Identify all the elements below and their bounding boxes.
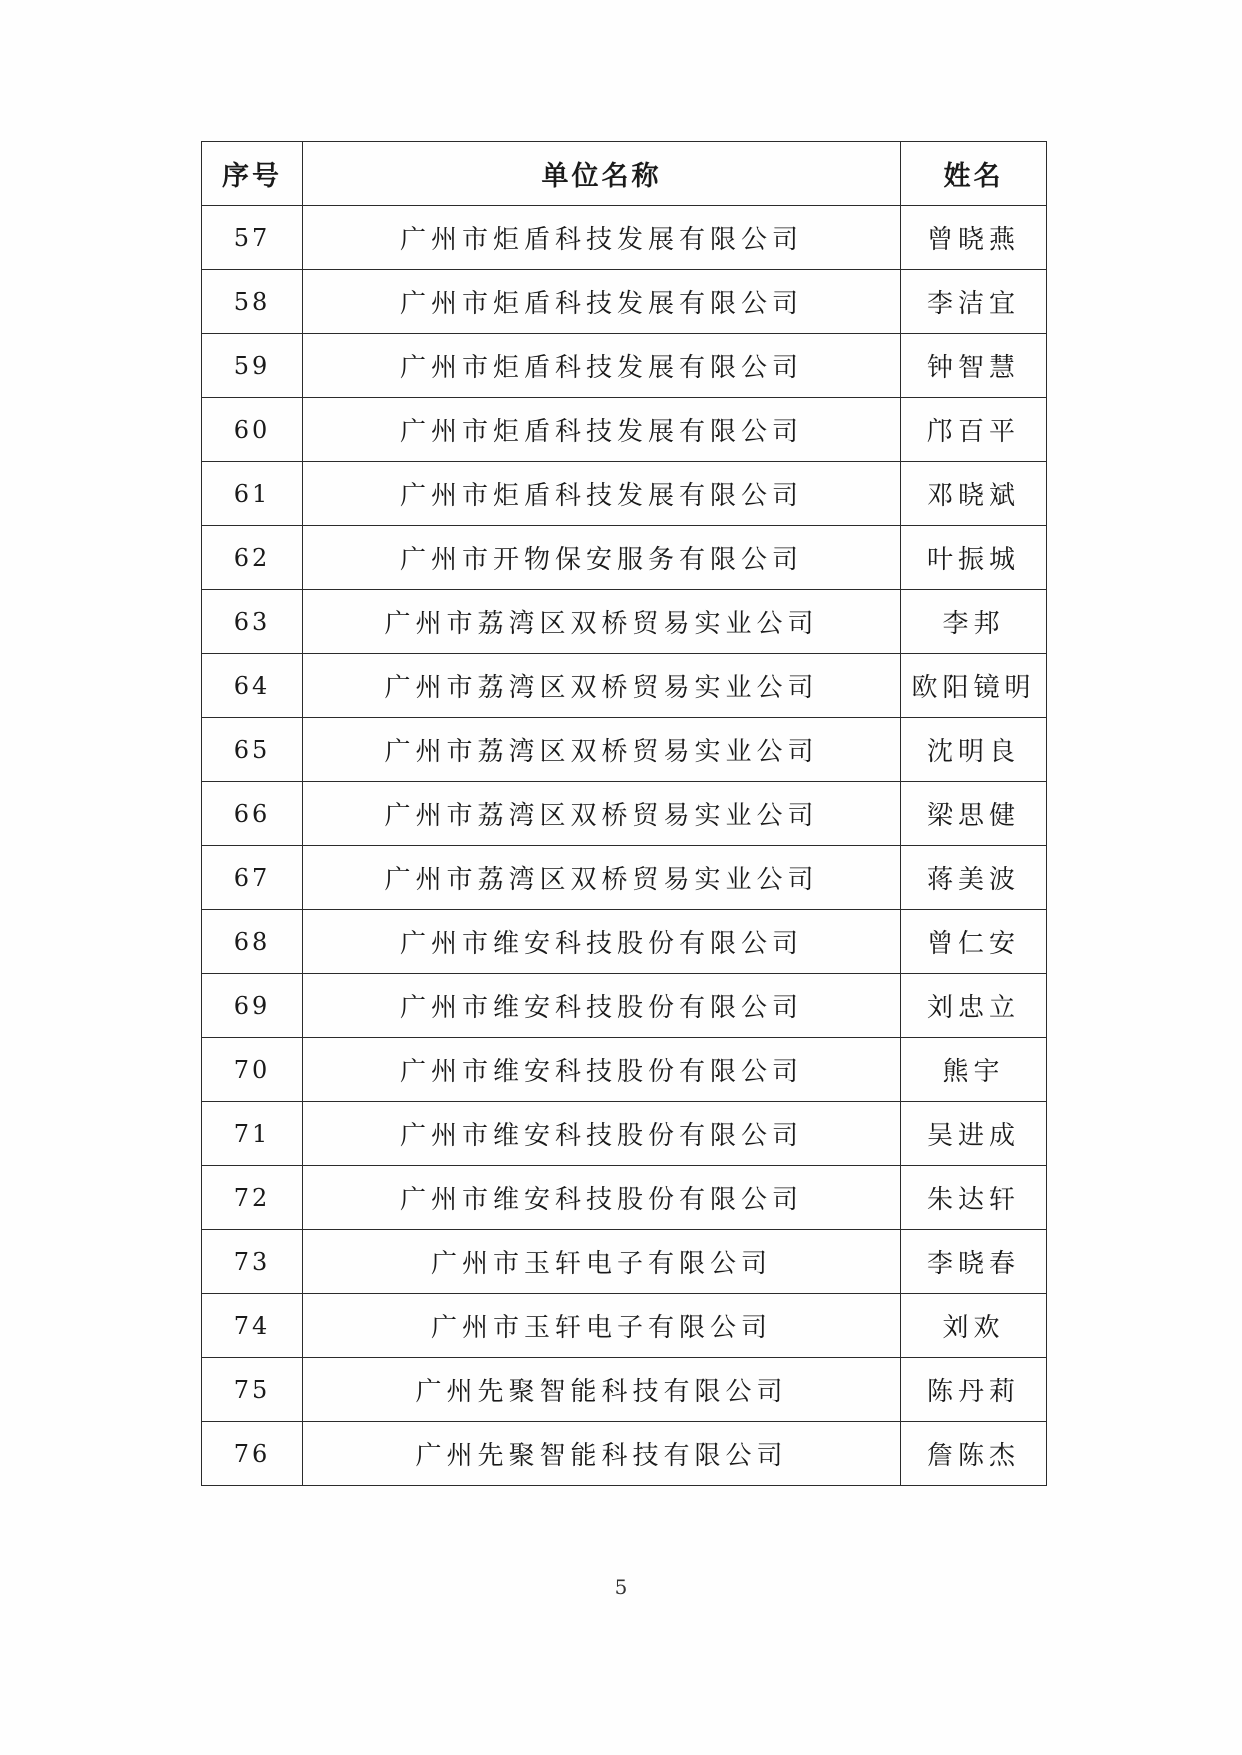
cell-unit: 广州市维安科技股份有限公司 xyxy=(303,910,901,974)
cell-name: 陈丹莉 xyxy=(901,1358,1047,1422)
table-row xyxy=(202,1038,1047,1102)
cell-seq: 72 xyxy=(202,1166,303,1230)
cell-name: 詹陈杰 xyxy=(901,1422,1047,1486)
table-row xyxy=(202,526,1047,590)
cell-name: 钟智慧 xyxy=(901,334,1047,398)
table-row xyxy=(202,1230,1047,1294)
cell-unit: 广州市玉轩电子有限公司 xyxy=(303,1230,901,1294)
cell-name: 欧阳镜明 xyxy=(901,654,1047,718)
table-header-row xyxy=(202,142,1047,206)
cell-name: 李晓春 xyxy=(901,1230,1047,1294)
cell-seq: 61 xyxy=(202,462,303,526)
cell-seq: 65 xyxy=(202,718,303,782)
table-row xyxy=(202,1102,1047,1166)
cell-seq: 64 xyxy=(202,654,303,718)
table-row xyxy=(202,334,1047,398)
cell-unit: 广州市炬盾科技发展有限公司 xyxy=(303,206,901,270)
table-row xyxy=(202,398,1047,462)
table-row xyxy=(202,590,1047,654)
cell-seq: 69 xyxy=(202,974,303,1038)
table-row xyxy=(202,718,1047,782)
cell-unit: 广州市炬盾科技发展有限公司 xyxy=(303,398,901,462)
cell-name: 曾仁安 xyxy=(901,910,1047,974)
cell-seq: 66 xyxy=(202,782,303,846)
cell-unit: 广州市荔湾区双桥贸易实业公司 xyxy=(303,782,901,846)
cell-seq: 62 xyxy=(202,526,303,590)
cell-name: 吴进成 xyxy=(901,1102,1047,1166)
roster-table xyxy=(201,141,1047,1486)
cell-seq: 67 xyxy=(202,846,303,910)
cell-seq: 68 xyxy=(202,910,303,974)
cell-unit: 广州市荔湾区双桥贸易实业公司 xyxy=(303,590,901,654)
table-row xyxy=(202,1294,1047,1358)
table-row xyxy=(202,1166,1047,1230)
cell-name: 邓晓斌 xyxy=(901,462,1047,526)
table-row xyxy=(202,974,1047,1038)
cell-name: 沈明良 xyxy=(901,718,1047,782)
cell-seq: 63 xyxy=(202,590,303,654)
cell-seq: 58 xyxy=(202,270,303,334)
cell-seq: 60 xyxy=(202,398,303,462)
cell-unit: 广州先聚智能科技有限公司 xyxy=(303,1358,901,1422)
table-body xyxy=(202,206,1047,1486)
cell-seq: 59 xyxy=(202,334,303,398)
cell-name: 梁思健 xyxy=(901,782,1047,846)
table-row xyxy=(202,1358,1047,1422)
table-row xyxy=(202,270,1047,334)
cell-unit: 广州市炬盾科技发展有限公司 xyxy=(303,462,901,526)
cell-seq: 75 xyxy=(202,1358,303,1422)
cell-seq: 73 xyxy=(202,1230,303,1294)
cell-unit: 广州市玉轩电子有限公司 xyxy=(303,1294,901,1358)
cell-name: 李邦 xyxy=(901,590,1047,654)
cell-unit: 广州市荔湾区双桥贸易实业公司 xyxy=(303,718,901,782)
cell-unit: 广州市开物保安服务有限公司 xyxy=(303,526,901,590)
cell-name: 朱达轩 xyxy=(901,1166,1047,1230)
cell-name: 蒋美波 xyxy=(901,846,1047,910)
cell-unit: 广州市维安科技股份有限公司 xyxy=(303,1038,901,1102)
table-row xyxy=(202,462,1047,526)
header-unit: 单位名称 xyxy=(303,142,901,206)
header-name: 姓名 xyxy=(901,142,1047,206)
table-row xyxy=(202,1422,1047,1486)
cell-unit: 广州市荔湾区双桥贸易实业公司 xyxy=(303,654,901,718)
cell-name: 曾晓燕 xyxy=(901,206,1047,270)
cell-seq: 71 xyxy=(202,1102,303,1166)
cell-name: 熊宇 xyxy=(901,1038,1047,1102)
cell-unit: 广州先聚智能科技有限公司 xyxy=(303,1422,901,1486)
cell-unit: 广州市炬盾科技发展有限公司 xyxy=(303,270,901,334)
cell-name: 叶振城 xyxy=(901,526,1047,590)
table-row xyxy=(202,654,1047,718)
table-row xyxy=(202,782,1047,846)
cell-seq: 57 xyxy=(202,206,303,270)
cell-seq: 74 xyxy=(202,1294,303,1358)
cell-seq: 76 xyxy=(202,1422,303,1486)
table-row xyxy=(202,910,1047,974)
cell-unit: 广州市炬盾科技发展有限公司 xyxy=(303,334,901,398)
header-seq: 序号 xyxy=(202,142,303,206)
cell-name: 邝百平 xyxy=(901,398,1047,462)
cell-name: 刘忠立 xyxy=(901,974,1047,1038)
cell-unit: 广州市荔湾区双桥贸易实业公司 xyxy=(303,846,901,910)
cell-seq: 70 xyxy=(202,1038,303,1102)
cell-name: 李洁宜 xyxy=(901,270,1047,334)
cell-unit: 广州市维安科技股份有限公司 xyxy=(303,1166,901,1230)
table-row xyxy=(202,206,1047,270)
cell-unit: 广州市维安科技股份有限公司 xyxy=(303,974,901,1038)
table-row xyxy=(202,846,1047,910)
cell-unit: 广州市维安科技股份有限公司 xyxy=(303,1102,901,1166)
cell-name: 刘欢 xyxy=(901,1294,1047,1358)
page-number: 5 xyxy=(614,1575,628,1599)
